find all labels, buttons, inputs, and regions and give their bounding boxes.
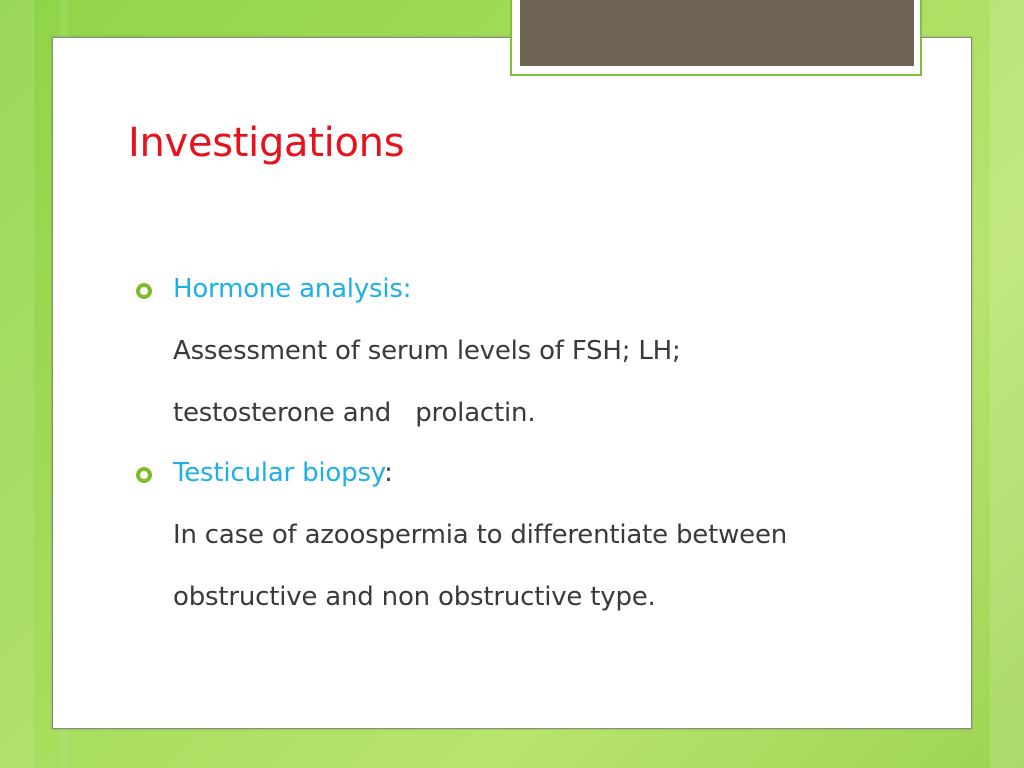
item-body-line: In case of azoospermia to differentiate between <box>173 520 788 550</box>
item-heading-text: Hormone analysis: <box>173 274 412 304</box>
item-body-line: Assessment of serum levels of FSH; LH; <box>173 336 681 366</box>
header-tab-block <box>520 0 914 66</box>
item-heading-suffix: : <box>384 458 393 488</box>
background-stripe-right <box>990 0 1024 768</box>
item-heading-text: Testicular biopsy <box>173 458 385 488</box>
item-heading-testicular-biopsy <box>173 460 393 486</box>
item-body-line: testosterone and prolactin. <box>173 398 536 428</box>
ring-bullet-icon <box>136 283 152 299</box>
background-stripe-left <box>0 0 34 768</box>
ring-bullet-icon <box>136 467 152 483</box>
slide-title: Investigations <box>128 120 405 166</box>
item-heading-hormone-analysis <box>173 276 411 302</box>
item-body-line: obstructive and non obstructive type. <box>173 582 656 612</box>
